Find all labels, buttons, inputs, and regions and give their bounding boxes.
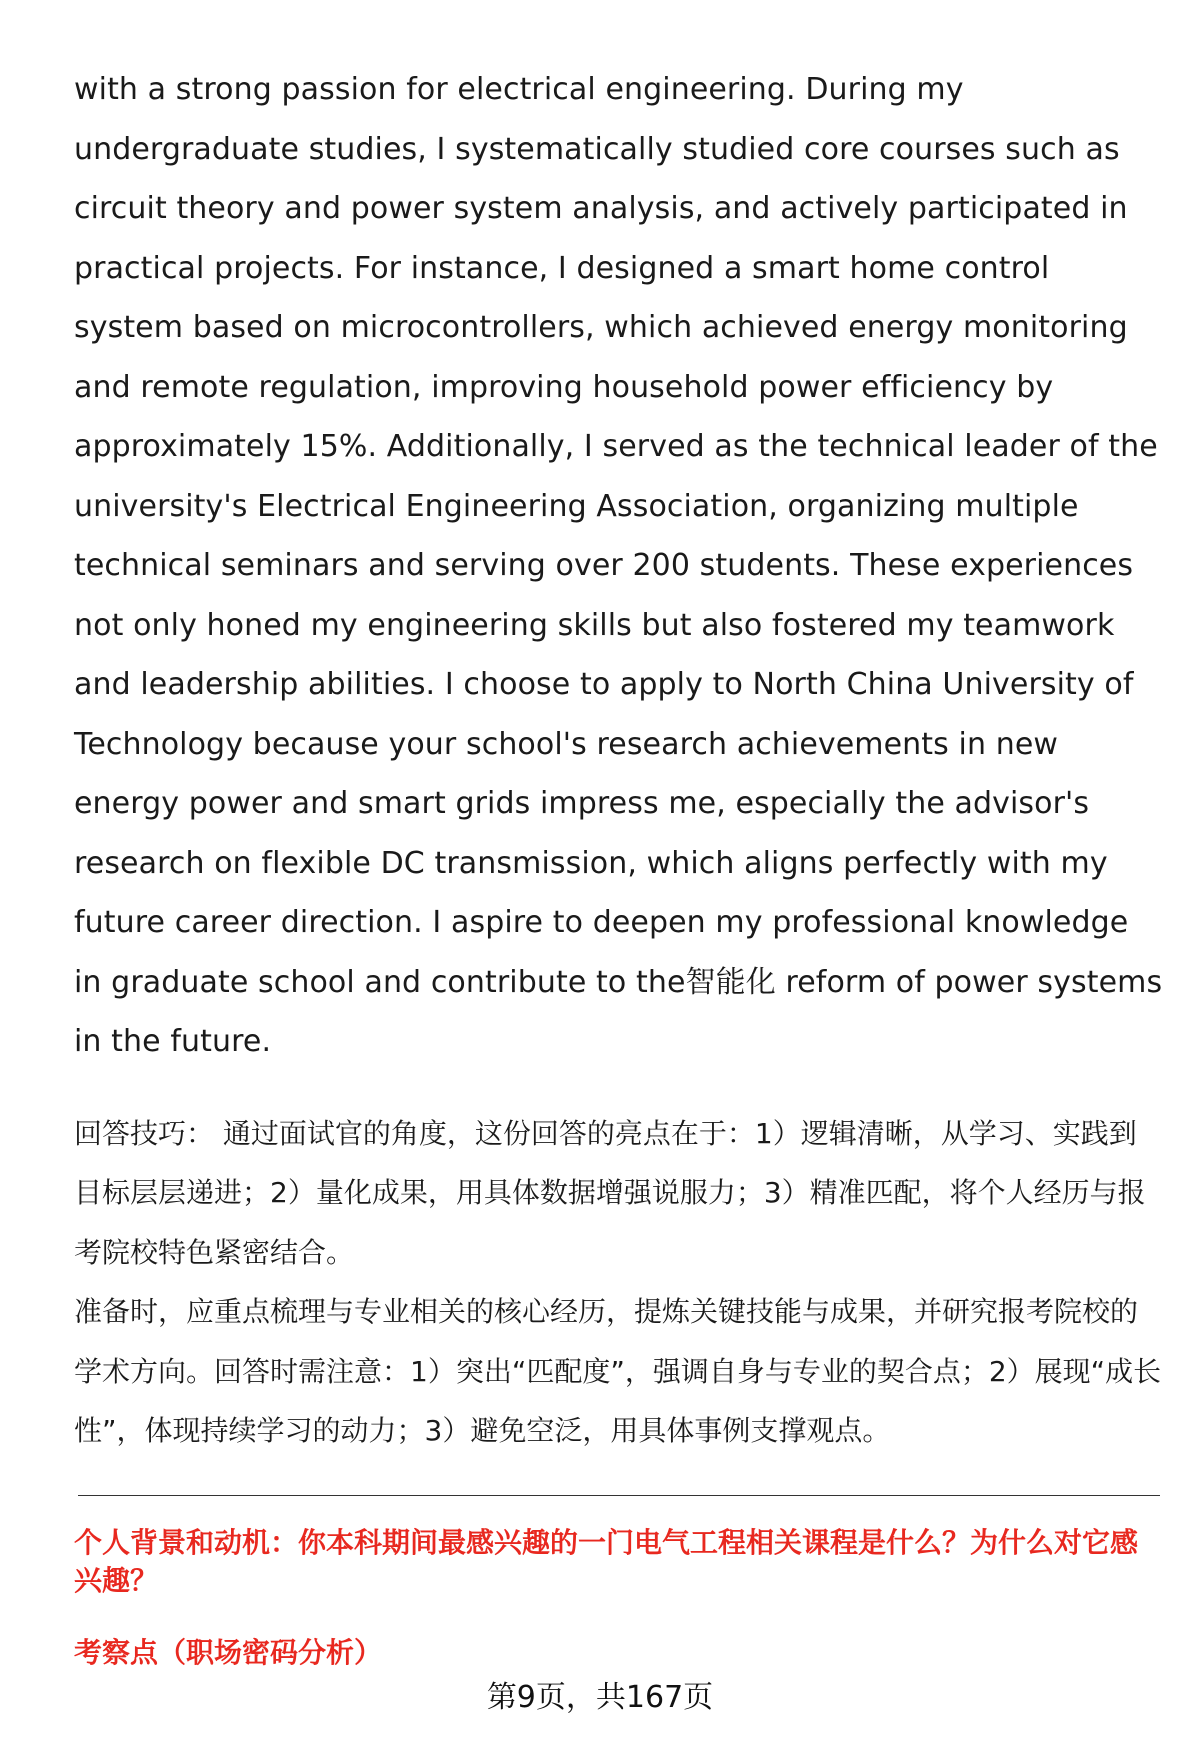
question-heading: 个人背景和动机：你本科期间最感兴趣的一门电气工程相关课程是什么？为什么对它感兴趣？ [74,1525,1139,1597]
tips-paragraph-1: 回答技巧： 通过面试官的角度，这份回答的亮点在于：1）逻辑清晰，从学习、实践到目标层层递进；2）量化成果，用具体数据增强说服力；3）精准匹配，将个人经历与报考院校特色紧密结合。 [74,1116,1146,1269]
analysis-section-title: 考察点（职场密码分析） [74,1635,383,1669]
section-divider [78,1495,1160,1496]
page-number: 第9页，共167页 [486,1680,714,1715]
document-body [74,60,1164,1672]
tips-paragraph-2: 准备时，应重点梳理与专业相关的核心经历，提炼关键技能与成果，并研究报考院校的学术方向。回答时需注意：1）突出“匹配度”，强调自身与专业的契合点；2）展现“成长性”，体现持续学习的动力；3）避免空泛，用具体事例支撑观点。 [74,1295,1162,1447]
answer-paragraph: with a strong passion for electrical engineering. During my undergraduate studies, I systematically studied core courses such as circuit theory and power system analysis, and actively participated in practical projects. For instance, I designed a smart home control system based on microcontrollers, which achieved energy monitoring and remote regulation, improving household power efficiency by approximately 15%. Additionally, I served as the technical leader of the university's Electrical Engineering Association, organizing multiple technical seminars and serving over 200 students. These experiences not only honed my engineering skills but also fostered my teamwork and leadership abilities. I choose to apply to North China University of Technology because your school's research achievements in new energy power and smart grids impress me, especially the advisor's research on flexible DC transmission, which aligns perfectly with my future career direction. I aspire to deepen my professional knowledge in graduate school and contribute to the智能化 reform of power systems in the future. [74,72,1163,1059]
answer-tips [74,1104,1164,1461]
